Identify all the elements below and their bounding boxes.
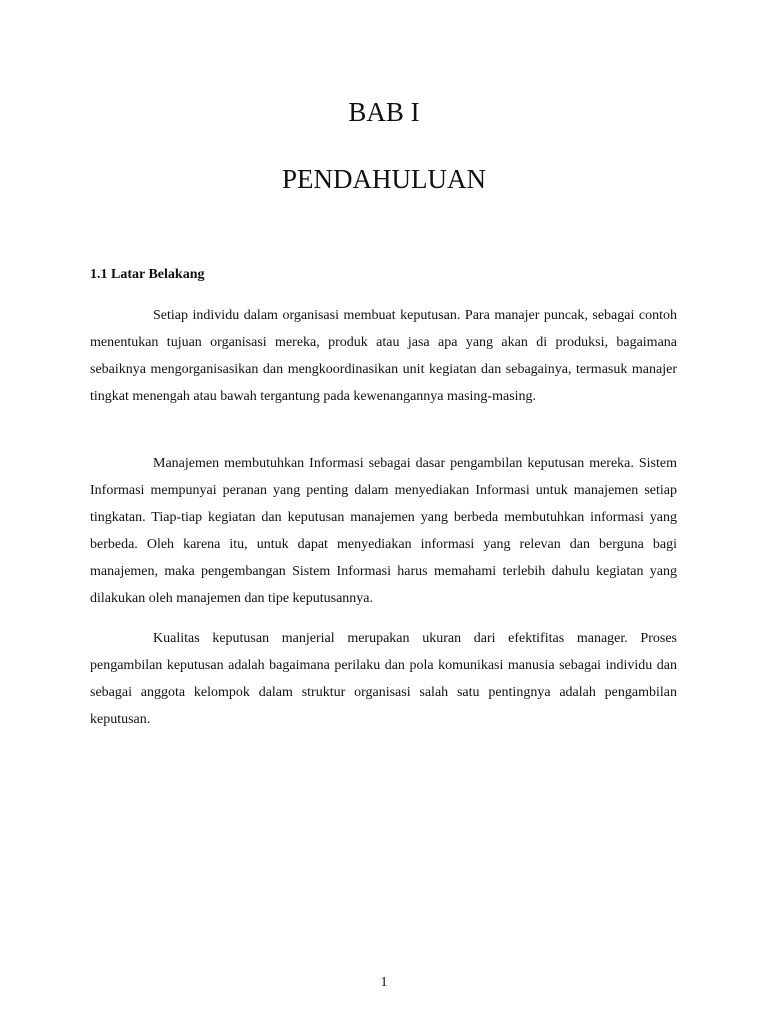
section-heading: 1.1 Latar Belakang xyxy=(90,267,205,282)
page-number: 1 xyxy=(380,975,388,990)
chapter-title: PENDAHULUAN xyxy=(282,164,486,194)
paragraph-3: Kualitas keputusan manjerial merupakan ukuran dari efektifitas manager. Proses pengambilan keputusan adalah bagaimana perilaku dan pola komunikasi manusia sebagai individu dan sebagai anggota kelompok dalam struktur organisasi salah satu pentingnya adalah pengambilan keputusan. xyxy=(90,631,677,727)
paragraph-2: Manajemen membutuhkan Informasi sebagai dasar pengambilan keputusan mereka. Sistem Informasi mempunyai peranan yang penting dalam menyediakan Informasi untuk manajemen setiap tingkatan. Tiap-tiap kegiatan dan keputusan manajemen yang berbeda membutuhkan informasi yang berbeda. Oleh karena itu, untuk dapat menyediakan informasi yang relevan dan berguna bagi manajemen, maka pengembangan Sistem Informasi harus memahami terlebih dahulu kegiatan yang dilakukan oleh manajemen dan tipe keputusannya. xyxy=(90,456,677,606)
chapter-number: BAB I xyxy=(348,97,420,127)
paragraph-1: Setiap individu dalam organisasi membuat keputusan. Para manajer puncak, sebagai contoh menentukan tujuan organisasi mereka, produk atau jasa apa yang akan di produksi, bagaimana sebaiknya mengorganisasikan dan mengkoordinasikan unit kegiatan dan sebagainya, termasuk manajer tingkat menengah atau bawah tergantung pada kewenangannya masing-masing. xyxy=(90,308,677,404)
